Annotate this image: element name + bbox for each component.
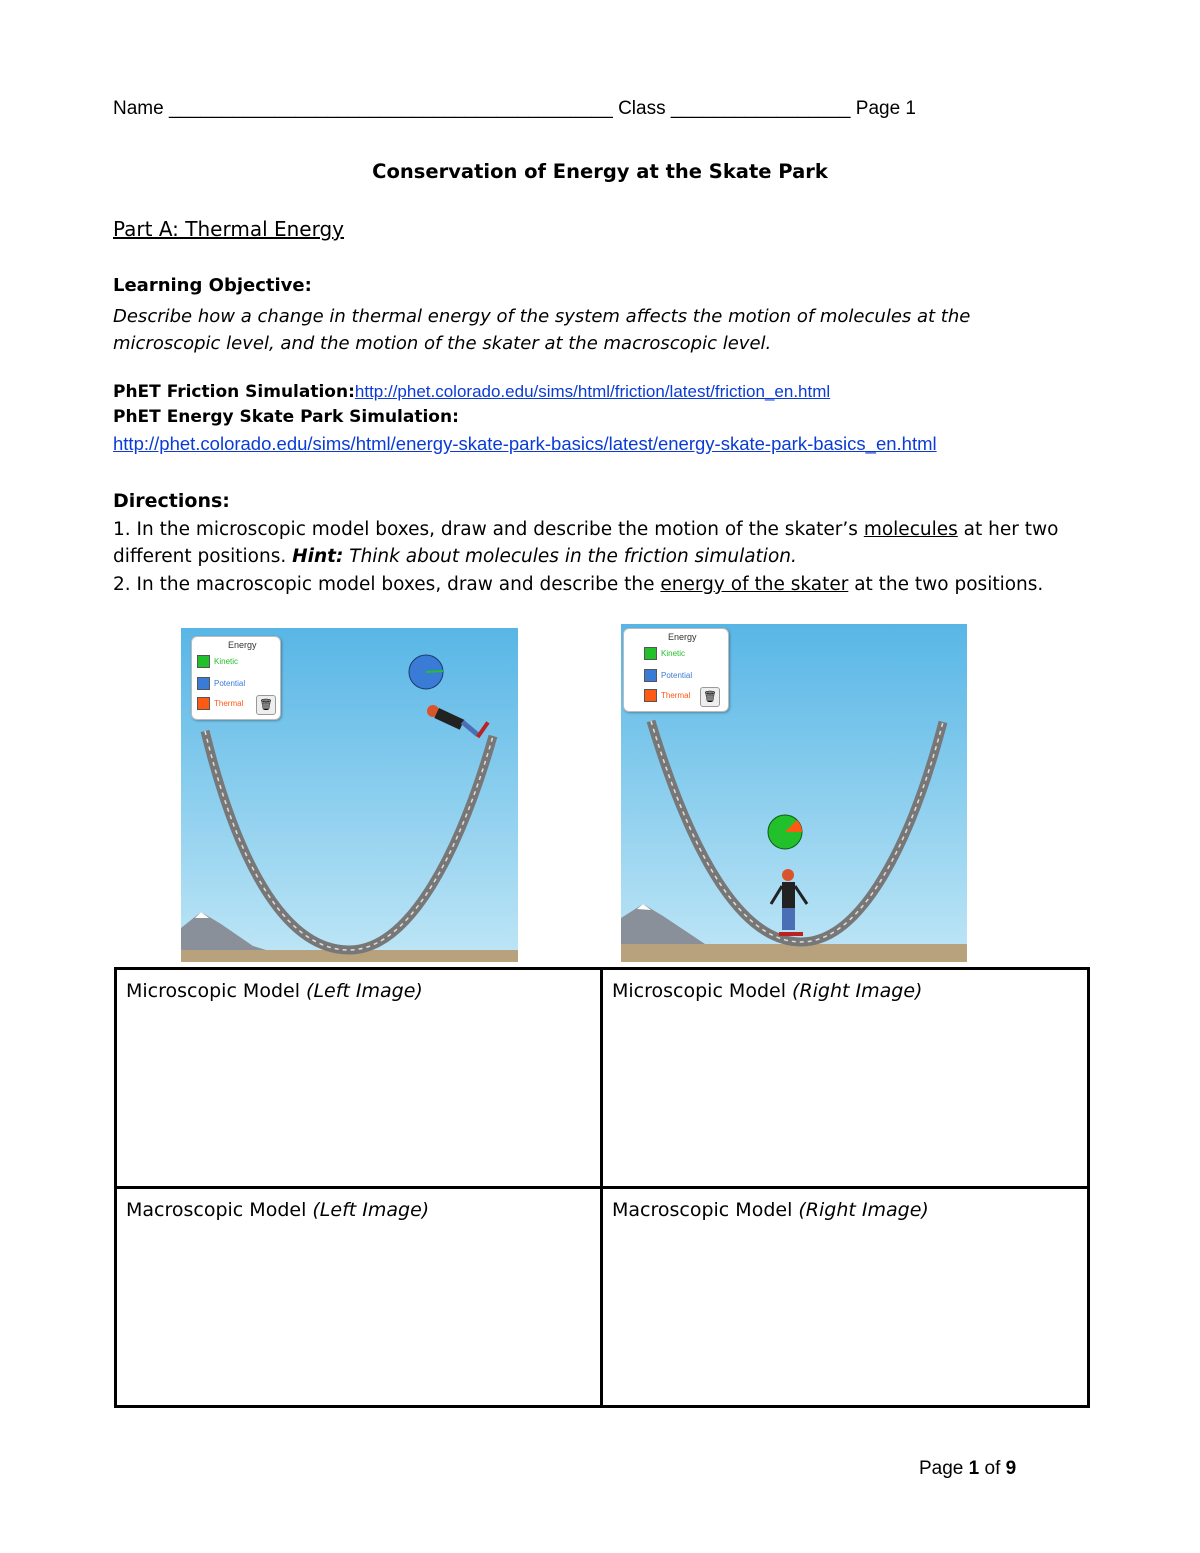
hint-label: Hint: (292, 546, 344, 567)
kinetic-swatch (197, 655, 210, 668)
track-curve (205, 731, 493, 950)
cell-label: Microscopic Model (126, 980, 307, 1002)
energy-legend-left (191, 636, 281, 720)
thermal-label: Thermal (661, 691, 691, 700)
microscopic-right-cell[interactable] (603, 970, 1087, 1189)
name-label: Name (113, 98, 164, 119)
legend-thermal[interactable] (644, 689, 690, 702)
direction-item-1 (113, 516, 1093, 570)
kinetic-swatch (644, 647, 657, 660)
trash-icon[interactable]: 🗑 (700, 687, 720, 707)
trash-icon[interactable]: 🗑 (256, 695, 276, 715)
dir1-mid: at her two different positions. (113, 519, 1059, 567)
cell-label: Microscopic Model (612, 980, 793, 1002)
friction-label: PhET Friction Simulation: (113, 382, 355, 402)
direction-item-2 (113, 571, 1093, 598)
page-footer (919, 1458, 1016, 1480)
track-dashes (205, 731, 493, 950)
sim-image-right (621, 624, 967, 962)
kinetic-label: Kinetic (661, 649, 686, 658)
footer-page-word: Page (919, 1458, 969, 1479)
legend-title: Energy (668, 632, 697, 642)
friction-link-line (113, 382, 830, 402)
friction-link[interactable]: http://phet.colorado.edu/sims/html/friction/latest/friction_en.html (354, 382, 831, 401)
skate-link-line (113, 433, 937, 455)
cell-label: Macroscopic Model (126, 1199, 313, 1221)
legend-title: Energy (228, 640, 257, 650)
footer-page-total: 9 (1005, 1458, 1017, 1479)
hint-text: Think about molecules in the friction simulation. (343, 546, 797, 567)
skater-icon (771, 869, 807, 936)
cell-label-italic: (Right Image) (792, 980, 923, 1002)
skater-icon (427, 705, 490, 738)
ground (621, 944, 967, 962)
skate-link[interactable]: http://phet.colorado.edu/sims/html/energy-skate-park-basics/latest/energy-skate-park-basics_en.html (113, 433, 937, 454)
dir2-underlined: energy of the skater (660, 574, 849, 595)
thermal-label: Thermal (214, 699, 244, 708)
potential-label: Potential (661, 671, 693, 680)
dir1-underlined: molecules (863, 519, 958, 540)
energy-legend-right (623, 628, 729, 712)
mountain-snow-icon (195, 912, 209, 918)
thermal-swatch (197, 697, 210, 710)
cell-label: Macroscopic Model (612, 1199, 799, 1221)
kinetic-label: Kinetic (214, 657, 239, 666)
microscopic-left-cell[interactable] (117, 970, 603, 1189)
cell-label-italic: (Right Image) (798, 1199, 929, 1221)
part-heading: Part A: Thermal Energy (113, 217, 345, 241)
sim-image-left (181, 628, 518, 962)
legend-potential[interactable] (197, 677, 245, 690)
footer-of-word: of (979, 1458, 1006, 1479)
legend-kinetic[interactable] (197, 655, 238, 668)
class-blank[interactable]: _________________ (670, 98, 851, 119)
footer-page-num: 1 (968, 1458, 980, 1479)
macroscopic-left-cell[interactable] (117, 1189, 603, 1405)
dir2-post: at the two positions. (848, 574, 1044, 595)
cell-label-italic: (Left Image) (312, 1199, 430, 1221)
directions-label: Directions: (113, 490, 230, 512)
header-line (113, 98, 1073, 120)
thermal-swatch (644, 689, 657, 702)
mountain-icon (621, 904, 705, 944)
page-title: Conservation of Energy at the Skate Park (372, 160, 828, 183)
potential-label: Potential (214, 679, 246, 688)
objective-text: Describe how a change in thermal energy of the system affects the motion of molecules at the microscopic level, and the motion of the skater at the macroscopic level. (113, 306, 971, 354)
objective-label: Learning Objective: (113, 275, 312, 296)
legend-potential[interactable] (644, 669, 692, 682)
skate-label: PhET Energy Skate Park Simulation: (113, 407, 459, 427)
model-table (114, 967, 1090, 1408)
macroscopic-right-cell[interactable] (603, 1189, 1087, 1405)
page-label: Page 1 (855, 98, 917, 119)
legend-kinetic[interactable] (644, 647, 685, 660)
dir1-text: 1. In the microscopic model boxes, draw and describe the motion of the skater’s (113, 519, 864, 540)
legend-thermal[interactable] (197, 697, 243, 710)
potential-swatch (197, 677, 210, 690)
potential-swatch (644, 669, 657, 682)
cell-label-italic: (Left Image) (306, 980, 423, 1002)
name-blank[interactable]: __________________________________________ (168, 98, 613, 119)
mountain-icon (181, 912, 266, 950)
dir2-text: 2. In the macroscopic model boxes, draw and describe the (113, 574, 661, 595)
class-label: Class (618, 98, 666, 119)
energy-pie-slice (426, 671, 443, 672)
